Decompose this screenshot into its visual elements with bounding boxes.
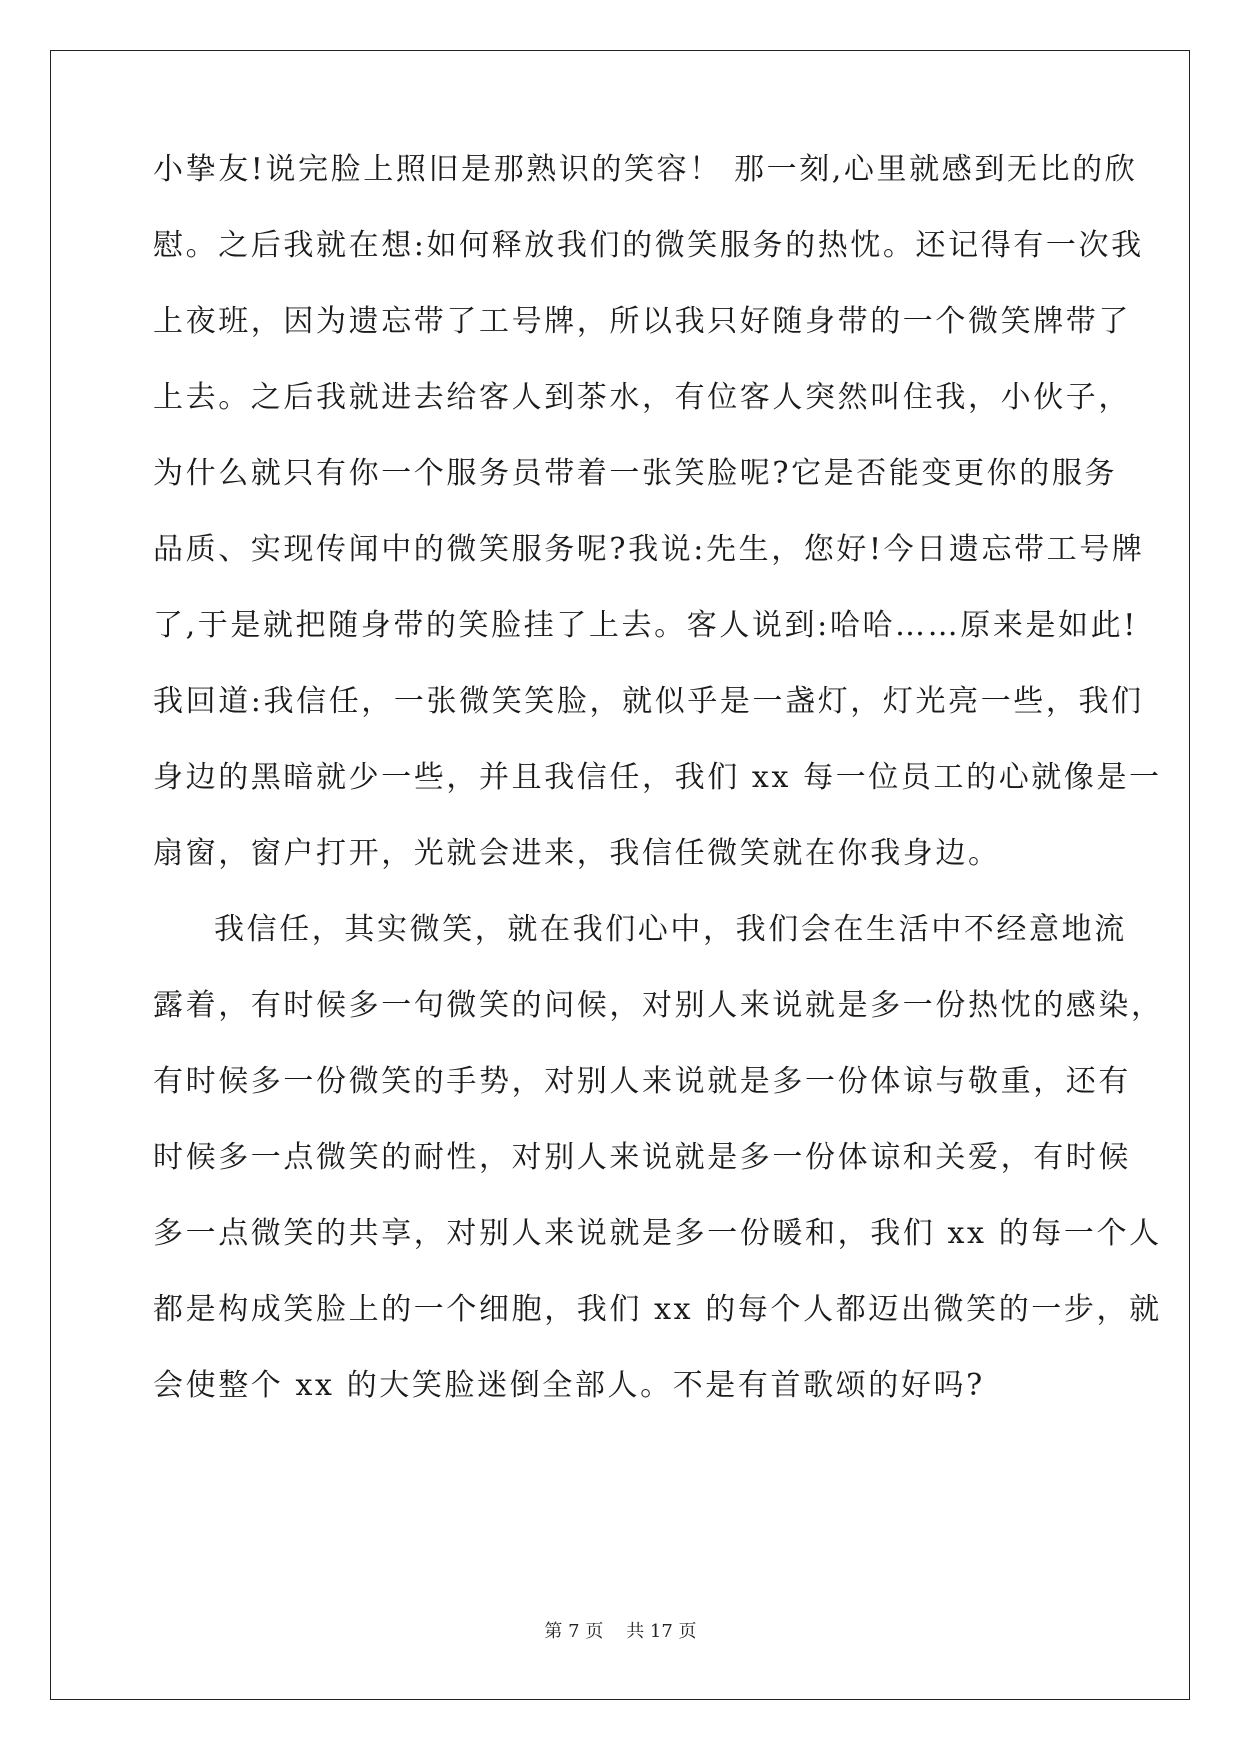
paragraph-first-line: 我信任，其实微笑，就在我们心中，我们会在生活中不经意地流 bbox=[214, 912, 1127, 947]
page-border bbox=[50, 50, 1190, 1700]
text-line: 会使整个 xx 的大笑脸迷倒全部人。不是有首歌颂的好吗? bbox=[153, 1368, 985, 1403]
text-line: 小挚友!说完脸上照旧是那熟识的笑容！ 那一刻,心里就感到无比的欣 bbox=[153, 152, 1138, 187]
text-line: 扇窗，窗户打开，光就会进来，我信任微笑就在你我身边。 bbox=[153, 836, 1001, 871]
text-line: 露着，有时候多一句微笑的问候，对别人来说就是多一份热忱的感染， bbox=[153, 988, 1164, 1023]
text-line: 我回道:我信任，一张微笑笑脸，就似乎是一盏灯，灯光亮一些，我们 bbox=[153, 684, 1144, 719]
text-line: 身边的黑暗就少一些，并且我信任，我们 xx 每一位员工的心就像是一 bbox=[153, 760, 1162, 795]
text-line: 上夜班，因为遗忘带了工号牌，所以我只好随身带的一个微笑牌带了 bbox=[153, 304, 1131, 339]
page-number: 第 7 页 共 17 页 bbox=[544, 1621, 697, 1642]
text-line: 了,于是就把随身带的笑脸挂了上去。客人说到:哈哈……原来是如此! bbox=[153, 608, 1138, 643]
text-line: 时候多一点微笑的耐性，对别人来说就是多一份体谅和关爱，有时候 bbox=[153, 1140, 1131, 1175]
text-line: 有时候多一份微笑的手势，对别人来说就是多一份体谅与敬重，还有 bbox=[153, 1064, 1131, 1099]
text-line: 品质、实现传闻中的微笑服务呢?我说:先生，您好!今日遗忘带工号牌 bbox=[153, 532, 1145, 567]
text-line: 慰。之后我就在想:如何释放我们的微笑服务的热忱。还记得有一次我 bbox=[153, 228, 1144, 263]
text-line: 上去。之后我就进去给客人到茶水，有位客人突然叫住我，小伙子， bbox=[153, 380, 1131, 415]
text-line: 都是构成笑脸上的一个细胞，我们 xx 的每个人都迈出微笑的一步，就 bbox=[153, 1292, 1162, 1327]
text-line: 多一点微笑的共享，对别人来说就是多一份暖和，我们 xx 的每一个人 bbox=[153, 1216, 1162, 1251]
text-line: 为什么就只有你一个服务员带着一张笑脸呢?它是否能变更你的服务 bbox=[153, 456, 1118, 491]
